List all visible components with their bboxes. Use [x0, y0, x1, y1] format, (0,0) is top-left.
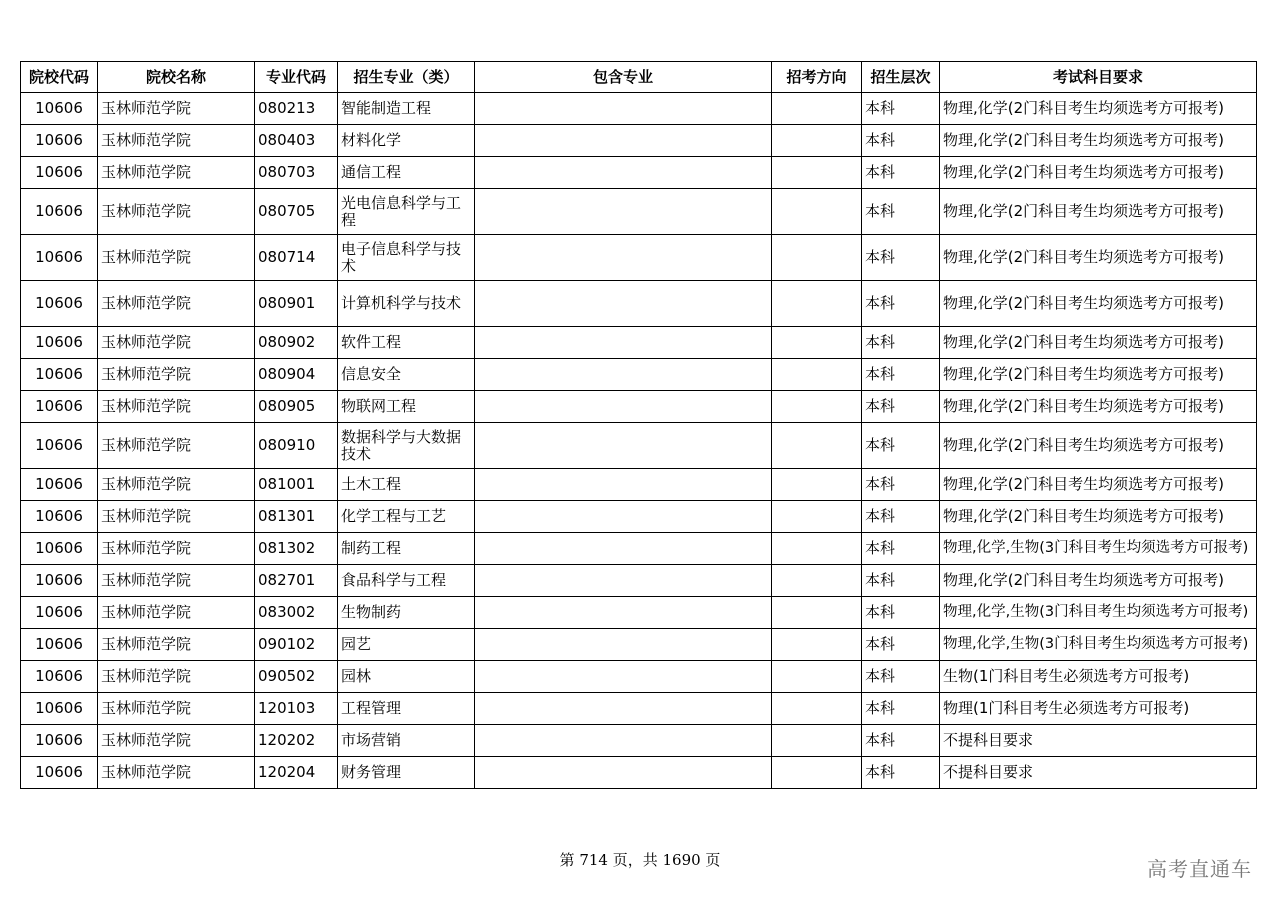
school-code-cell: 10606: [21, 423, 98, 469]
major-code-cell: 080905: [255, 391, 338, 423]
direction-cell: [772, 629, 862, 661]
included-majors-cell: [475, 281, 772, 327]
direction-cell: [772, 501, 862, 533]
school-code-cell: 10606: [21, 125, 98, 157]
subject-requirements-cell: 物理,化学(2门科目考生均须选考方可报考): [940, 565, 1257, 597]
included-majors-cell: [475, 533, 772, 565]
school-code-cell: 10606: [21, 661, 98, 693]
major-code-cell: 090102: [255, 629, 338, 661]
school-code-cell: 10606: [21, 693, 98, 725]
major-name-cell: 数据科学与大数据技术: [338, 423, 475, 469]
header-major-code: 专业代码: [255, 62, 338, 93]
school-name-cell: 玉林师范学院: [98, 93, 255, 125]
table-row: [21, 189, 1257, 235]
major-name-cell: 食品科学与工程: [338, 565, 475, 597]
direction-cell: [772, 661, 862, 693]
school-name-cell: 玉林师范学院: [98, 125, 255, 157]
direction-cell: [772, 157, 862, 189]
table-header-row: [21, 62, 1257, 93]
direction-cell: [772, 125, 862, 157]
header-included-majors: 包含专业: [475, 62, 772, 93]
subject-requirements-cell: 物理,化学(2门科目考生均须选考方可报考): [940, 359, 1257, 391]
level-cell: 本科: [862, 501, 940, 533]
major-code-cell: 081302: [255, 533, 338, 565]
included-majors-cell: [475, 93, 772, 125]
subject-requirements-cell: 不提科目要求: [940, 725, 1257, 757]
table-row: [21, 423, 1257, 469]
major-code-cell: 080403: [255, 125, 338, 157]
direction-cell: [772, 533, 862, 565]
table-body: [21, 93, 1257, 789]
major-name-cell: 信息安全: [338, 359, 475, 391]
major-code-cell: 080904: [255, 359, 338, 391]
school-code-cell: 10606: [21, 359, 98, 391]
subject-requirements-cell: 物理(1门科目考生必须选考方可报考): [940, 693, 1257, 725]
subject-requirements-cell: 物理,化学(2门科目考生均须选考方可报考): [940, 125, 1257, 157]
table-row: [21, 565, 1257, 597]
subject-requirements-cell: 物理,化学(2门科目考生均须选考方可报考): [940, 157, 1257, 189]
table-row: [21, 725, 1257, 757]
major-code-cell: 081301: [255, 501, 338, 533]
major-name-cell: 软件工程: [338, 327, 475, 359]
level-cell: 本科: [862, 629, 940, 661]
table-row: [21, 661, 1257, 693]
major-name-cell: 材料化学: [338, 125, 475, 157]
school-name-cell: 玉林师范学院: [98, 189, 255, 235]
major-name-cell: 制药工程: [338, 533, 475, 565]
major-code-cell: 090502: [255, 661, 338, 693]
included-majors-cell: [475, 597, 772, 629]
direction-cell: [772, 565, 862, 597]
direction-cell: [772, 423, 862, 469]
level-cell: 本科: [862, 391, 940, 423]
major-code-cell: 082701: [255, 565, 338, 597]
level-cell: 本科: [862, 93, 940, 125]
direction-cell: [772, 281, 862, 327]
school-name-cell: 玉林师范学院: [98, 423, 255, 469]
major-code-cell: 080703: [255, 157, 338, 189]
major-code-cell: 080901: [255, 281, 338, 327]
included-majors-cell: [475, 661, 772, 693]
header-school-name: 院校名称: [98, 62, 255, 93]
level-cell: 本科: [862, 157, 940, 189]
direction-cell: [772, 327, 862, 359]
level-cell: 本科: [862, 725, 940, 757]
major-name-cell: 通信工程: [338, 157, 475, 189]
direction-cell: [772, 757, 862, 789]
table-row: [21, 693, 1257, 725]
major-code-cell: 080213: [255, 93, 338, 125]
subject-requirements-cell: 物理,化学,生物(3门科目考生均须选考方可报考): [940, 533, 1257, 565]
major-code-cell: 120204: [255, 757, 338, 789]
level-cell: 本科: [862, 469, 940, 501]
major-name-cell: 电子信息科学与技术: [338, 235, 475, 281]
major-code-cell: 080910: [255, 423, 338, 469]
included-majors-cell: [475, 157, 772, 189]
major-name-cell: 化学工程与工艺: [338, 501, 475, 533]
table-row: [21, 391, 1257, 423]
school-code-cell: 10606: [21, 281, 98, 327]
school-name-cell: 玉林师范学院: [98, 391, 255, 423]
major-code-cell: 120202: [255, 725, 338, 757]
table-row: [21, 281, 1257, 327]
direction-cell: [772, 469, 862, 501]
school-code-cell: 10606: [21, 235, 98, 281]
major-code-cell: 081001: [255, 469, 338, 501]
major-name-cell: 智能制造工程: [338, 93, 475, 125]
school-code-cell: 10606: [21, 501, 98, 533]
level-cell: 本科: [862, 597, 940, 629]
subject-requirements-cell: 物理,化学(2门科目考生均须选考方可报考): [940, 93, 1257, 125]
major-name-cell: 工程管理: [338, 693, 475, 725]
major-code-cell: 083002: [255, 597, 338, 629]
table-row: [21, 597, 1257, 629]
subject-requirements-cell: 物理,化学,生物(3门科目考生均须选考方可报考): [940, 629, 1257, 661]
school-name-cell: 玉林师范学院: [98, 597, 255, 629]
admissions-table: [20, 61, 1257, 789]
table-row: [21, 125, 1257, 157]
school-name-cell: 玉林师范学院: [98, 235, 255, 281]
watermark-text: 高考直通车: [1147, 857, 1252, 881]
header-school-code: 院校代码: [21, 62, 98, 93]
level-cell: 本科: [862, 661, 940, 693]
school-code-cell: 10606: [21, 93, 98, 125]
document-table-container: [20, 61, 1256, 789]
table-row: [21, 501, 1257, 533]
subject-requirements-cell: 生物(1门科目考生必须选考方可报考): [940, 661, 1257, 693]
school-code-cell: 10606: [21, 391, 98, 423]
direction-cell: [772, 189, 862, 235]
included-majors-cell: [475, 757, 772, 789]
school-name-cell: 玉林师范学院: [98, 327, 255, 359]
table-row: [21, 533, 1257, 565]
subject-requirements-cell: 不提科目要求: [940, 757, 1257, 789]
level-cell: 本科: [862, 693, 940, 725]
header-direction: 招考方向: [772, 62, 862, 93]
direction-cell: [772, 391, 862, 423]
subject-requirements-cell: 物理,化学(2门科目考生均须选考方可报考): [940, 235, 1257, 281]
major-name-cell: 园林: [338, 661, 475, 693]
school-name-cell: 玉林师范学院: [98, 469, 255, 501]
table-row: [21, 359, 1257, 391]
included-majors-cell: [475, 423, 772, 469]
direction-cell: [772, 693, 862, 725]
included-majors-cell: [475, 469, 772, 501]
page-number: 第 714 页，共 1690 页: [559, 851, 721, 869]
major-name-cell: 土木工程: [338, 469, 475, 501]
direction-cell: [772, 359, 862, 391]
direction-cell: [772, 235, 862, 281]
table-row: [21, 327, 1257, 359]
major-code-cell: 080902: [255, 327, 338, 359]
school-code-cell: 10606: [21, 157, 98, 189]
table-row: [21, 757, 1257, 789]
subject-requirements-cell: 物理,化学(2门科目考生均须选考方可报考): [940, 189, 1257, 235]
major-name-cell: 计算机科学与技术: [338, 281, 475, 327]
included-majors-cell: [475, 391, 772, 423]
level-cell: 本科: [862, 281, 940, 327]
included-majors-cell: [475, 565, 772, 597]
major-name-cell: 园艺: [338, 629, 475, 661]
level-cell: 本科: [862, 423, 940, 469]
major-code-cell: 120103: [255, 693, 338, 725]
major-name-cell: 市场营销: [338, 725, 475, 757]
major-name-cell: 财务管理: [338, 757, 475, 789]
school-name-cell: 玉林师范学院: [98, 725, 255, 757]
table-row: [21, 157, 1257, 189]
school-code-cell: 10606: [21, 327, 98, 359]
included-majors-cell: [475, 189, 772, 235]
school-code-cell: 10606: [21, 725, 98, 757]
subject-requirements-cell: 物理,化学(2门科目考生均须选考方可报考): [940, 391, 1257, 423]
direction-cell: [772, 93, 862, 125]
major-code-cell: 080705: [255, 189, 338, 235]
table-row: [21, 93, 1257, 125]
table-row: [21, 469, 1257, 501]
included-majors-cell: [475, 125, 772, 157]
subject-requirements-cell: 物理,化学(2门科目考生均须选考方可报考): [940, 423, 1257, 469]
level-cell: 本科: [862, 189, 940, 235]
major-code-cell: 080714: [255, 235, 338, 281]
subject-requirements-cell: 物理,化学(2门科目考生均须选考方可报考): [940, 469, 1257, 501]
table-row: [21, 629, 1257, 661]
school-code-cell: 10606: [21, 565, 98, 597]
school-code-cell: 10606: [21, 597, 98, 629]
level-cell: 本科: [862, 327, 940, 359]
direction-cell: [772, 725, 862, 757]
school-name-cell: 玉林师范学院: [98, 359, 255, 391]
major-name-cell: 生物制药: [338, 597, 475, 629]
level-cell: 本科: [862, 533, 940, 565]
subject-requirements-cell: 物理,化学(2门科目考生均须选考方可报考): [940, 501, 1257, 533]
school-name-cell: 玉林师范学院: [98, 501, 255, 533]
subject-requirements-cell: 物理,化学(2门科目考生均须选考方可报考): [940, 281, 1257, 327]
school-name-cell: 玉林师范学院: [98, 629, 255, 661]
included-majors-cell: [475, 235, 772, 281]
school-code-cell: 10606: [21, 757, 98, 789]
subject-requirements-cell: 物理,化学(2门科目考生均须选考方可报考): [940, 327, 1257, 359]
included-majors-cell: [475, 725, 772, 757]
direction-cell: [772, 597, 862, 629]
header-major: 招生专业（类）: [338, 62, 475, 93]
school-name-cell: 玉林师范学院: [98, 661, 255, 693]
major-name-cell: 光电信息科学与工程: [338, 189, 475, 235]
school-name-cell: 玉林师范学院: [98, 281, 255, 327]
included-majors-cell: [475, 327, 772, 359]
school-code-cell: 10606: [21, 469, 98, 501]
level-cell: 本科: [862, 565, 940, 597]
level-cell: 本科: [862, 235, 940, 281]
included-majors-cell: [475, 501, 772, 533]
school-name-cell: 玉林师范学院: [98, 693, 255, 725]
level-cell: 本科: [862, 125, 940, 157]
table-row: [21, 235, 1257, 281]
school-name-cell: 玉林师范学院: [98, 757, 255, 789]
school-name-cell: 玉林师范学院: [98, 157, 255, 189]
school-code-cell: 10606: [21, 189, 98, 235]
school-name-cell: 玉林师范学院: [98, 533, 255, 565]
major-name-cell: 物联网工程: [338, 391, 475, 423]
level-cell: 本科: [862, 757, 940, 789]
header-level: 招生层次: [862, 62, 940, 93]
school-name-cell: 玉林师范学院: [98, 565, 255, 597]
included-majors-cell: [475, 693, 772, 725]
school-code-cell: 10606: [21, 533, 98, 565]
school-code-cell: 10606: [21, 629, 98, 661]
included-majors-cell: [475, 629, 772, 661]
level-cell: 本科: [862, 359, 940, 391]
header-subject-requirements: 考试科目要求: [940, 62, 1257, 93]
subject-requirements-cell: 物理,化学,生物(3门科目考生均须选考方可报考): [940, 597, 1257, 629]
included-majors-cell: [475, 359, 772, 391]
